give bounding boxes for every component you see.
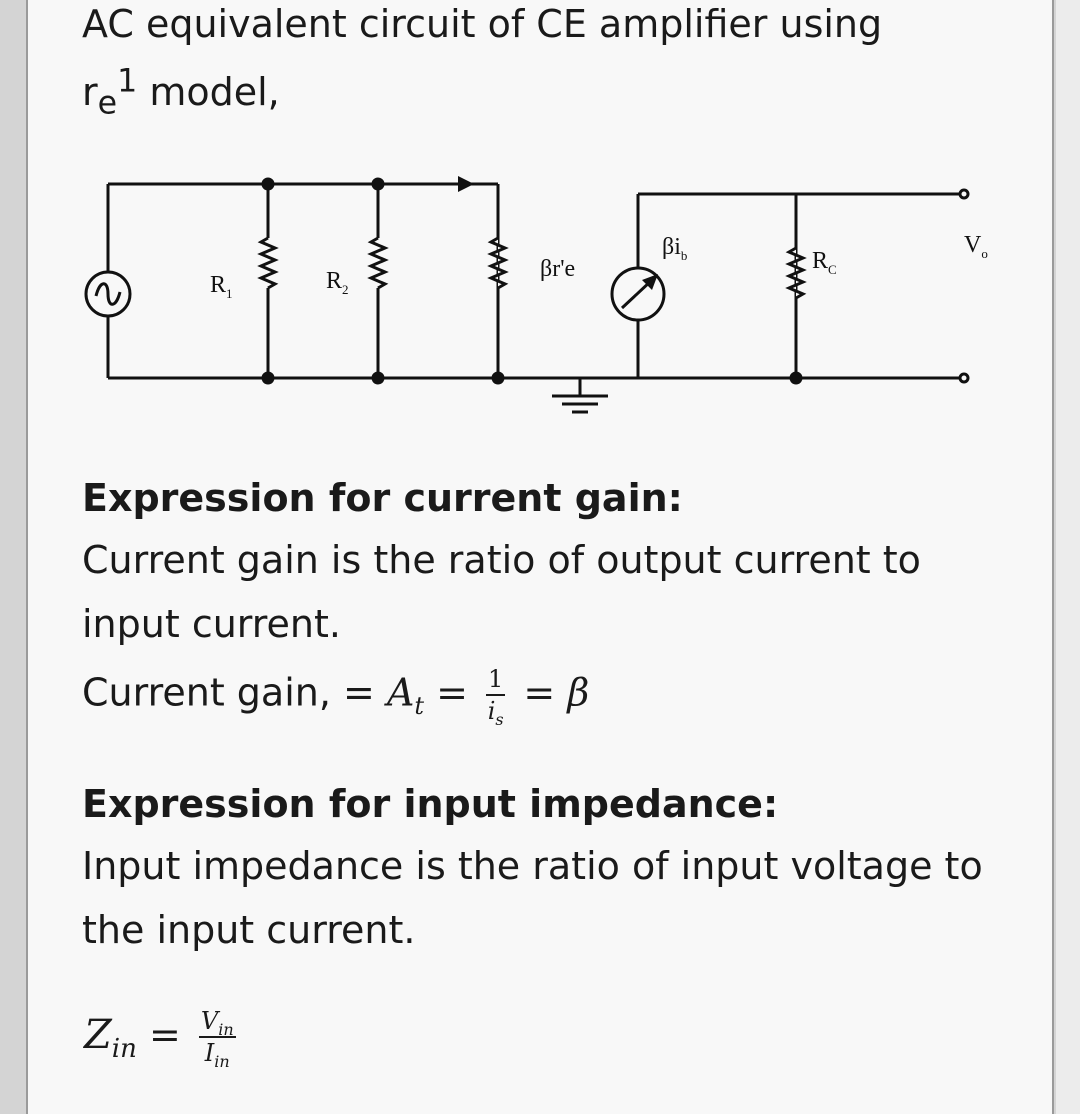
input-impedance-desc-1: Input impedance is the ratio of input voltage to bbox=[82, 844, 983, 888]
output-terminal-top bbox=[960, 190, 968, 198]
model-suffix: model, bbox=[137, 70, 280, 114]
label-vo: $V_o$ bbox=[964, 232, 988, 261]
input-impedance-desc-2: the input current. bbox=[82, 908, 416, 952]
fraction-numerator: 1 bbox=[486, 664, 505, 696]
resistor-rc bbox=[789, 248, 803, 298]
current-arrow bbox=[458, 176, 474, 192]
current-gain-desc-1: Current gain is the ratio of output current to bbox=[82, 538, 921, 582]
zin-lhs: $Z_{in}$ bbox=[84, 1011, 137, 1064]
model-sup: 1 bbox=[117, 63, 138, 100]
resistor-bre bbox=[491, 238, 505, 288]
current-gain-lhs: A bbox=[386, 670, 415, 715]
zin-fraction bbox=[199, 1006, 236, 1071]
label-r1: $R_1$ bbox=[210, 272, 233, 301]
current-gain-eq2: = bbox=[511, 670, 568, 715]
output-terminal-bottom bbox=[960, 374, 968, 382]
current-gain-formula bbox=[82, 664, 590, 729]
input-impedance-heading: Expression for input impedance: bbox=[82, 782, 779, 826]
intro-model-line bbox=[82, 63, 280, 122]
input-impedance-formula bbox=[84, 1006, 242, 1071]
current-gain-eq1: = bbox=[424, 670, 481, 715]
model-sub: e bbox=[97, 85, 118, 122]
current-gain-prefix: Current gain, = bbox=[82, 670, 387, 715]
current-gain-lhs-sub: t bbox=[414, 692, 425, 721]
current-gain-result: β bbox=[567, 670, 590, 715]
fraction-denominator: $i_s$ bbox=[487, 697, 504, 729]
label-bre: βr'e bbox=[540, 256, 576, 282]
resistor-r1 bbox=[261, 238, 275, 288]
ce-amplifier-circuit bbox=[80, 168, 988, 428]
label-bib: $\beta i_b$ bbox=[662, 234, 688, 263]
zin-eq: = bbox=[136, 1012, 193, 1057]
background-strip bbox=[1056, 0, 1080, 1114]
model-symbol: r bbox=[82, 70, 98, 114]
intro-title: AC equivalent circuit of CE amplifier using bbox=[82, 2, 883, 46]
label-rc: $R_C$ bbox=[812, 248, 837, 277]
zin-denominator: $I_{in}$ bbox=[204, 1039, 230, 1071]
label-r2: $R_2$ bbox=[326, 268, 349, 297]
current-gain-heading: Expression for current gain: bbox=[82, 476, 683, 520]
zin-numerator: $V_{in}$ bbox=[200, 1007, 234, 1039]
current-gain-desc-2: input current. bbox=[82, 602, 341, 646]
resistor-r2 bbox=[371, 238, 385, 288]
current-gain-fraction bbox=[486, 664, 505, 729]
